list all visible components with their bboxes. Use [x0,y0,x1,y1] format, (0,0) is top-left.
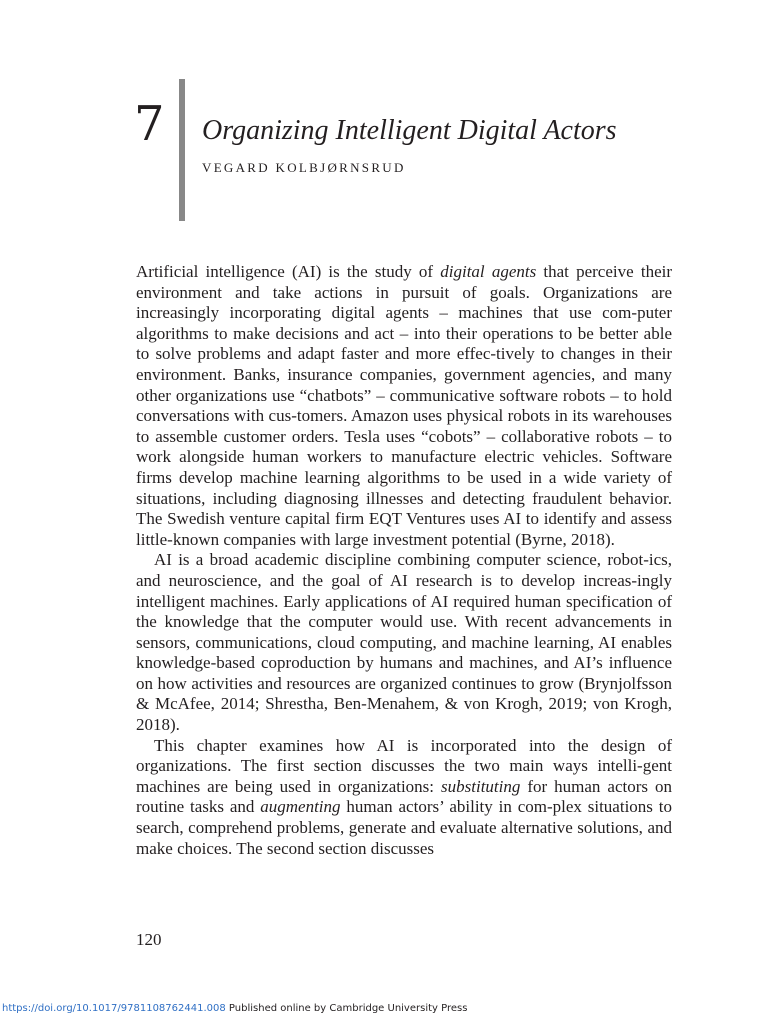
footer [2,1003,467,1014]
chapter-author: VEGARD KOLBJØRNSRUD [202,160,406,175]
text-run: Artificial intelligence (AI) is the study of [136,262,441,281]
paragraph-1 [136,262,672,550]
text-run: human actors’ ability in com-plex situations to search, comprehend problems, generate and evaluate alternative solutions, and make choices. The second section discusses [136,797,672,858]
emphasis-substituting: substituting [441,776,521,796]
page-number: 120 [136,930,162,949]
text-run: AI is a broad academic discipline combining computer science, robot-ics, and neuroscience, and the goal of AI research is to develop increas-ingly intelligent machines. Early applications of AI required human specification of the knowledge that the computer would use. With recent advancements in sensors, communications, cloud computing, and machine learning, AI enables knowledge-based coproduction by humans and machines, and AI’s influence on how activities and resources are organized continues to grow (Brynjolfsson & McAfee, 2014; Shrestha, Ben-Menahem, & von Krogh, 2019; von Krogh, 2018). [136,550,672,735]
paragraph-3 [136,736,672,860]
emphasis-digital-agents: digital agents [440,262,537,281]
publisher-note: Published online by Cambridge University Press [225,1003,468,1014]
text-run: This chapter examines how AI is incorporated into the design of organizations. The first section discusses the two main ways intelli-gent machines are being used in organizations: [136,735,672,796]
paragraph-2 [136,550,672,735]
chapter-number: 7 [134,96,165,152]
chapter-title: Organizing Intelligent Digital Actors [202,115,617,146]
text-run: that perceive their environment and take actions in pursuit of goals. Organizations are increasingly incorporating digital agents – machines that use com-puter algorithms to make decisions and act – into their operations to be better able to solve problems and adapt faster and more effec-tively to changes in their environment. Banks, insurance companies, government agencies, and many other organizations use “chatbots” – communicative software robots – to hold conversations with cus-tomers. Amazon uses physical robots in its warehouses to assemble customer orders. Tesla uses “cobots” – collaborative robots – to work alongside human workers to manufacture electric vehicles. Software firms develop machine learning algorithms to be used in a wide variety of situations, including diagnosing illnesses and detecting fraudulent behavior. The Swedish venture capital firm EQT Ventures uses AI to identify and assess little-known companies with large investment potential (Byrne, 2018). [136,262,672,549]
text-run: for human actors on routine tasks and [136,776,672,817]
chapter-heading-rule [179,79,185,221]
body-text [136,262,672,859]
emphasis-augmenting: augmenting [260,797,341,817]
doi-link[interactable]: https://doi.org/10.1017/9781108762441.008 [2,1003,226,1014]
